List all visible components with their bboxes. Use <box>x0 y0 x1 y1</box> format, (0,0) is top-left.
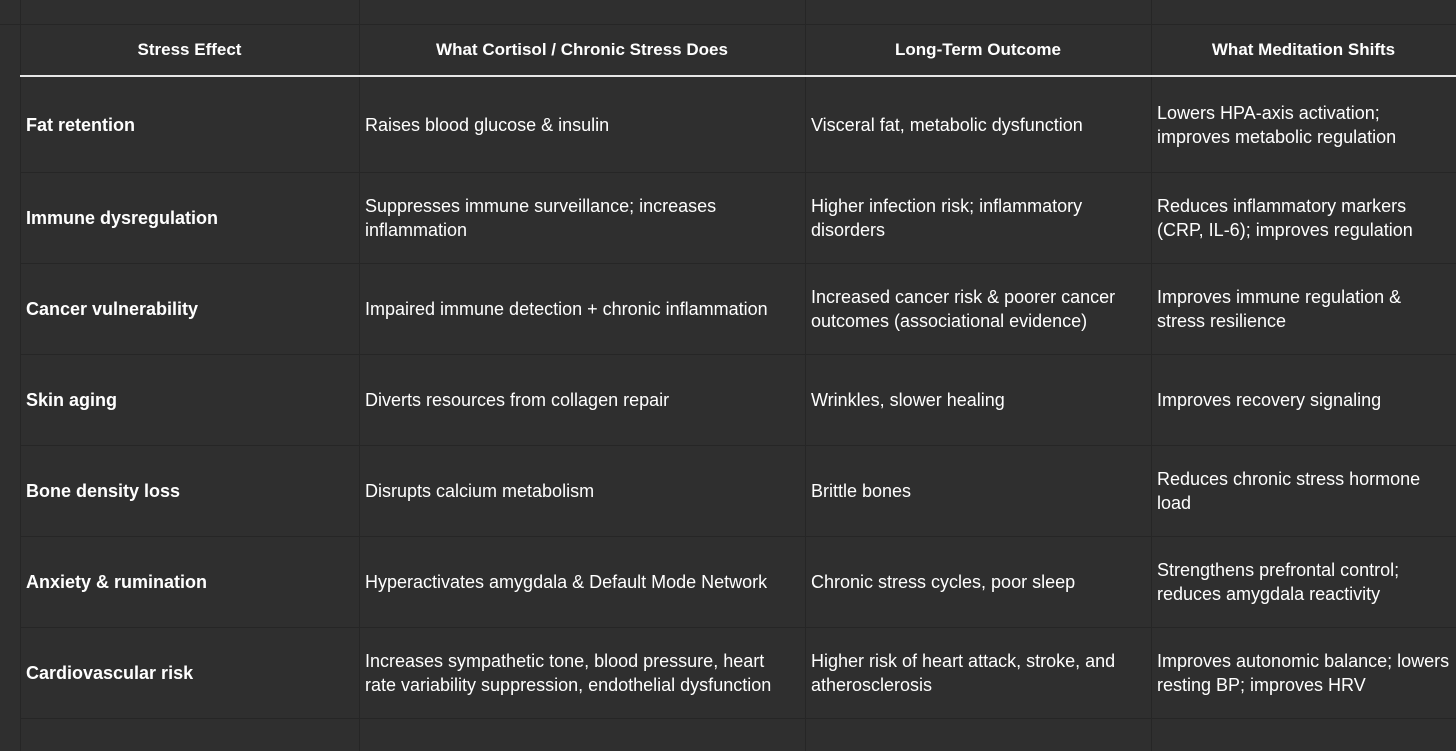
cell-cortisol-effect[interactable]: Diverts resources from collagen repair <box>359 355 805 446</box>
table-row <box>20 173 1456 264</box>
cell-stress-effect[interactable]: Skin aging <box>20 355 359 446</box>
header-meditation-shifts[interactable]: What Meditation Shifts <box>1151 25 1456 76</box>
table-row <box>20 355 1456 446</box>
cell-meditation-shift[interactable]: Improves immune regulation & stress resilience <box>1151 264 1456 355</box>
stress-effects-table <box>20 25 1456 719</box>
table-row <box>20 76 1456 173</box>
cell-stress-effect[interactable]: Immune dysregulation <box>20 173 359 264</box>
cell-stress-effect[interactable]: Bone density loss <box>20 446 359 537</box>
cell-cortisol-effect[interactable]: Hyperactivates amygdala & Default Mode Network <box>359 537 805 628</box>
cell-cortisol-effect[interactable]: Increases sympathetic tone, blood pressure, heart rate variability suppression, endothelial dysfunction <box>359 628 805 719</box>
cell-stress-effect[interactable]: Cancer vulnerability <box>20 264 359 355</box>
table-row <box>20 628 1456 719</box>
cell-meditation-shift[interactable]: Improves autonomic balance; lowers resting BP; improves HRV <box>1151 628 1456 719</box>
cell-long-term-outcome[interactable]: Increased cancer risk & poorer cancer outcomes (associational evidence) <box>805 264 1151 355</box>
cell-long-term-outcome[interactable]: Higher risk of heart attack, stroke, and atherosclerosis <box>805 628 1151 719</box>
header-stress-effect[interactable]: Stress Effect <box>20 25 359 76</box>
header-row <box>20 25 1456 76</box>
cell-long-term-outcome[interactable]: Wrinkles, slower healing <box>805 355 1151 446</box>
cell-meditation-shift[interactable]: Lowers HPA-axis activation; improves metabolic regulation <box>1151 76 1456 173</box>
cell-cortisol-effect[interactable]: Disrupts calcium metabolism <box>359 446 805 537</box>
table-row <box>20 264 1456 355</box>
cell-meditation-shift[interactable]: Reduces chronic stress hormone load <box>1151 446 1456 537</box>
cell-meditation-shift[interactable]: Strengthens prefrontal control; reduces amygdala reactivity <box>1151 537 1456 628</box>
header-long-term-outcome[interactable]: Long-Term Outcome <box>805 25 1151 76</box>
cell-stress-effect[interactable]: Anxiety & rumination <box>20 537 359 628</box>
table-row <box>20 446 1456 537</box>
cell-meditation-shift[interactable]: Reduces inflammatory markers (CRP, IL-6); improves regulation <box>1151 173 1456 264</box>
cell-cortisol-effect[interactable]: Raises blood glucose & insulin <box>359 76 805 173</box>
cell-cortisol-effect[interactable]: Impaired immune detection + chronic inflammation <box>359 264 805 355</box>
cell-long-term-outcome[interactable]: Chronic stress cycles, poor sleep <box>805 537 1151 628</box>
cell-long-term-outcome[interactable]: Brittle bones <box>805 446 1151 537</box>
cell-stress-effect[interactable]: Fat retention <box>20 76 359 173</box>
cell-meditation-shift[interactable]: Improves recovery signaling <box>1151 355 1456 446</box>
cell-long-term-outcome[interactable]: Higher infection risk; inflammatory disorders <box>805 173 1151 264</box>
table-row <box>20 537 1456 628</box>
header-cortisol-effect[interactable]: What Cortisol / Chronic Stress Does <box>359 25 805 76</box>
cell-cortisol-effect[interactable]: Suppresses immune surveillance; increases inflammation <box>359 173 805 264</box>
cell-long-term-outcome[interactable]: Visceral fat, metabolic dysfunction <box>805 76 1151 173</box>
cell-stress-effect[interactable]: Cardiovascular risk <box>20 628 359 719</box>
